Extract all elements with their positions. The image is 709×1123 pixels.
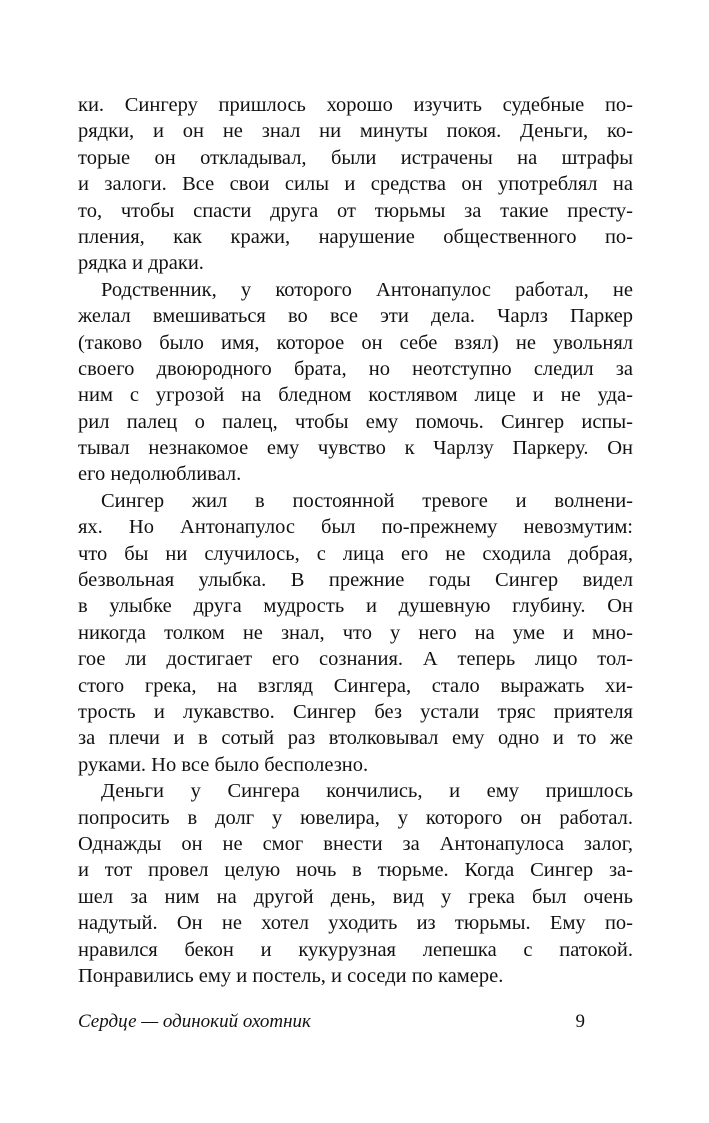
text-line: своего двоюродного брата, но неотступно следил за <box>78 357 633 380</box>
text-line: Деньги у Сингера кончились, и ему пришлось <box>101 780 633 803</box>
text-line: руками. Но все было бесполезно. <box>78 753 369 776</box>
text-line: и тот провел целую ночь в тюрьме. Когда Сингер за- <box>78 859 633 882</box>
text-line: тывал незнакомое ему чувство к Чарлзу Паркеру. Он <box>78 437 633 460</box>
text-line: шел за ним на другой день, вид у грека был очень <box>78 885 633 908</box>
text-line: его недолюбливал. <box>78 463 242 486</box>
text-line: трость и лукавство. Сингер без устали тряс приятеля <box>78 700 633 723</box>
paragraph <box>78 277 633 488</box>
text-line: стого грека, на взгляд Сингера, стало выражать хи- <box>78 674 633 697</box>
page-number: 9 <box>575 1011 585 1032</box>
page-footer <box>78 1009 585 1035</box>
text-line: за плечи и в сотый раз втолковывал ему одно и то же <box>78 727 633 750</box>
text-line: рил палец о палец, чтобы ему помочь. Сингер испы- <box>78 410 633 433</box>
text-line: ях. Но Антонапулос был по-прежнему невозмутим: <box>78 516 633 539</box>
text-line: надутый. Он не хотел уходить из тюрьмы. Ему по- <box>78 912 633 935</box>
text-line: нравился бекон и кукурузная лепешка с патокой. <box>78 938 633 961</box>
text-line: в улыбке друга мудрость и душевную глубину. Он <box>78 595 633 618</box>
text-line: и залоги. Все свои силы и средства он употреблял на <box>78 173 633 196</box>
text-line: попросить в долг у ювелира, у которого он работал. <box>78 806 633 829</box>
text-line: что бы ни случилось, с лица его не сходила добрая, <box>78 542 633 565</box>
paragraph <box>78 778 633 989</box>
text-line: никогда толком не знал, что у него на уме и мно- <box>78 621 633 644</box>
text-line: ним с угрозой на бледном костлявом лице и не уда- <box>78 384 633 407</box>
text-line: Однажды он не смог внести за Антонапулоса залог, <box>78 832 633 855</box>
text-line: рядка и драки. <box>78 252 204 275</box>
text-line: (таково было имя, которое он себе взял) не увольнял <box>78 331 633 354</box>
text-line: желал вмешиваться во все эти дела. Чарлз Паркер <box>78 305 633 328</box>
text-line: безвольная улыбка. В прежние годы Сингер видел <box>78 569 633 592</box>
text-line: торые он откладывал, были истрачены на штрафы <box>78 146 633 169</box>
text-line: Сингер жил в постоянной тревоге и волнени- <box>101 489 633 512</box>
text-line: рядки, и он не знал ни минуты покоя. Деньги, ко- <box>78 120 633 143</box>
running-title: Сердце — одинокий охотник <box>78 1011 311 1032</box>
body-text <box>78 92 633 989</box>
text-line: гое ли достигает его сознания. А теперь лицо тол- <box>78 648 633 671</box>
paragraph <box>78 488 633 778</box>
text-line: ки. Сингеру пришлось хорошо изучить судебные по- <box>78 94 633 116</box>
text-line: Понравились ему и постель, и соседи по камере. <box>78 964 504 987</box>
text-line: Родственник, у которого Антонапулос работал, не <box>101 278 633 301</box>
text-line: пления, как кражи, нарушение общественного по- <box>78 225 633 248</box>
paragraph <box>78 92 633 277</box>
text-line: то, чтобы спасти друга от тюрьмы за такие престу- <box>78 199 633 222</box>
